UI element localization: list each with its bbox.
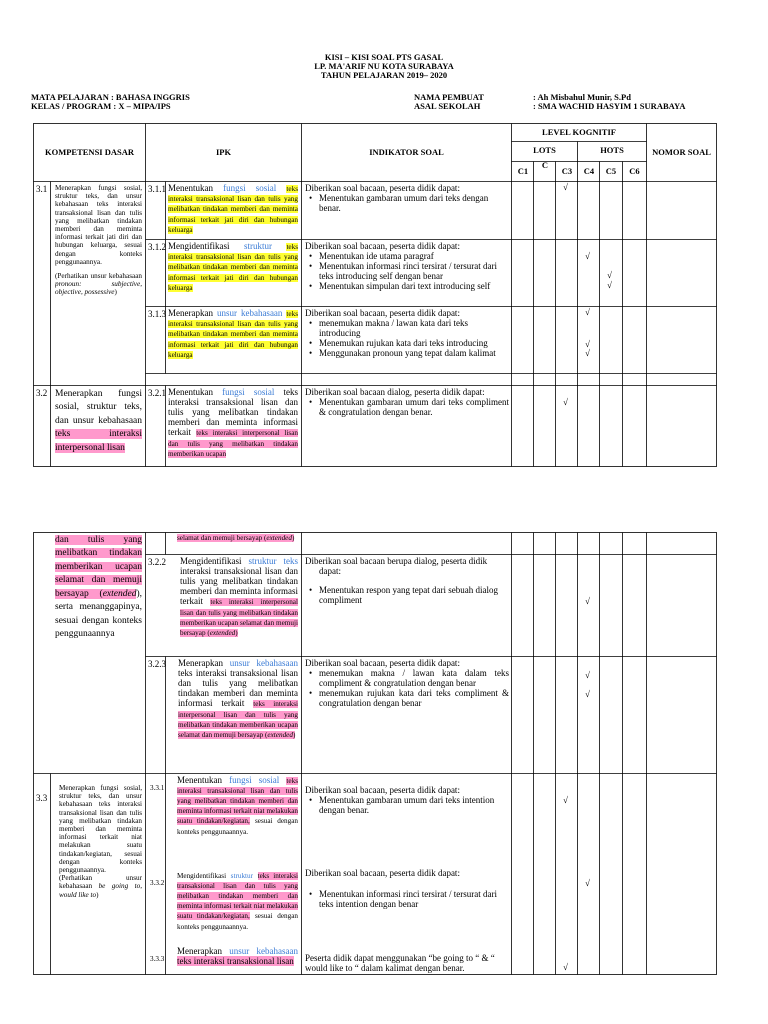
check-3-2-3-b: √	[585, 689, 590, 699]
ind-3-1-2-item-2-text: Menentukan informasi rinci tersirat / tersurat dari teks introducing self dengan benar	[319, 261, 497, 282]
ipk-3-3-2-text	[177, 870, 298, 931]
ind-3-2-3-item-2: • menemukan rujukan kata dari teks compliment & congratulation dengan benar	[309, 688, 509, 709]
ind-3-2-3-item-2-text: menemukan rujukan kata dari teks compliment & congratulation dengan benar	[319, 688, 509, 709]
ipk-3-2-2-text	[180, 556, 298, 637]
ipk-3-2-3-aspect: unsur kebahasaan	[229, 658, 298, 668]
check-3-3-3: √	[563, 962, 568, 972]
author-key: NAMA PEMBUAT	[414, 92, 484, 102]
kd-3-1-note-end: )	[114, 288, 117, 297]
ind-3-1-2-item-1: • Menentukan ide utama paragraf	[309, 251, 434, 262]
col-header-c5: C5	[605, 166, 617, 176]
ind-3-1-2-item-1-text: Menentukan ide utama paragraf	[319, 251, 434, 262]
kd-3-3-note-italic: be going to, would like to	[59, 882, 142, 899]
col-header-level: LEVEL KOGNITIF	[542, 127, 616, 137]
check-3-2-1: √	[563, 397, 568, 407]
ipk-3-2-3-italic: extended	[267, 730, 293, 739]
ipk-3-2-1-aspect: fungsi sosial	[222, 387, 275, 397]
ipk-3-3-2-context: sesuai dengan konteks penggunaannya.	[177, 912, 298, 931]
ipk-3-1-3-text	[168, 308, 298, 359]
kd-3-1-note	[55, 272, 142, 297]
ipk-3-2-1-highlight: teks interaksi interpersonal lisan dan tulis yang melibatkan tindakan memberikan ucapan	[168, 429, 298, 458]
check-3-1-1: √	[563, 182, 568, 192]
ind-3-3-1-item: • Menentukan gambaran umum dari teks intention dengan benar.	[305, 795, 509, 815]
ipk-3-3-1-number: 3.3.1	[150, 784, 165, 792]
ipk-3-2-3-end: )	[292, 730, 296, 739]
ipk-3-2-2-scope: interaksi transaksional lisan dan tulis yang melibatkan tindakan memberi dan meminta informasi terkait	[180, 566, 298, 607]
ind-3-1-1-item-text: Menentukan gambaran umum dari teks dengan benar.	[319, 193, 489, 214]
ipk-3-2-1-cont-italic: extended	[266, 534, 292, 542]
check-3-2-2: √	[585, 596, 590, 606]
ipk-3-1-1-scope: teks interaksi transaksional lisan dan tulis yang melibatkan tindakan memberi dan meminta informasi terkait jati diri dan hubungan keluarga	[168, 185, 298, 234]
author-value: : Ah Misbahul Munir, S.Pd	[533, 92, 631, 102]
kd-3-2-continued	[55, 534, 142, 642]
ipk-3-1-1-verb: Menentukan	[168, 183, 213, 193]
ind-3-3-2-item-text: Menentukan informasi rinci tersirat / tersurat dari teks intention dengan benar	[319, 889, 497, 910]
ipk-3-2-2-highlight: teks interaksi interpersonal lisan dan tulis yang melibatkan tindakan memberikan ucapan selamat dan memuji bersayap (	[180, 598, 298, 637]
kd-3-1-note-italic: pronoun: subjective, objective, possessive	[55, 280, 142, 297]
ind-3-2-2-item-text: Menentukan respon yang tepat dari sebuah dialog compliment	[319, 585, 498, 606]
ipk-3-3-1-text	[177, 775, 298, 836]
check-3-3-2: √	[585, 878, 590, 888]
ipk-3-3-2-scope: teks interaksi transaksional lisan dan tulis yang melibatkan tindakan memberi dan meminta informasi terkait niat melakukan suatu tindakan/kegiatan,	[177, 872, 298, 921]
ind-3-1-3-item-2-text: Menemukan rujukan kata dari teks introducing	[319, 338, 488, 349]
col-header-indikator: INDIKATOR SOAL	[369, 147, 444, 157]
ind-3-1-3-lead: Diberikan soal bacaan, peserta didik dapat:	[305, 308, 460, 318]
ind-3-3-2	[305, 868, 509, 909]
ipk-3-1-3-verb: Menerapkan	[168, 308, 213, 318]
ind-3-2-1-item: • Menentukan gambaran umum dari teks compliment & congratulation dengan benar.	[309, 397, 509, 418]
kd-3-2-body: Menerapkan fungsi sosial, struktur teks, dan unsur kebahasaan	[55, 389, 142, 426]
col-header-nomor: NOMOR SOAL	[652, 147, 711, 157]
kd-3-3-body: Menerapkan fungsi sosial, struktur teks, dan unsur kebahasaan teks interaksi transaksional lisan dan tulis yang melibatkan tindakan memberi dan meminta informasi terkait niat melakukan suatu tindakan/kegiatan, sesuai dengan konteks penggunaannya.	[59, 784, 142, 875]
check-3-3-1: √	[563, 795, 568, 805]
ind-3-3-1-lead: Diberikan soal bacaan, peserta didik dapat:	[305, 785, 460, 795]
ind-3-3-2-lead: Diberikan soal bacaan, peserta didik dapat:	[305, 868, 460, 878]
ind-3-2-3-item-1-text: menemukan makna / lawan kata dalam teks compliment & congratulation dengan benar	[319, 668, 509, 689]
ipk-3-2-3-highlight: teks interaksi interpersonal lisan dan tulis yang melibatkan tindakan memberikan ucapan selamat dan memuji bersayap (	[178, 700, 298, 739]
ipk-3-3-3-scope: teks interaksi transaksional lisan	[177, 956, 294, 967]
ind-3-3-2-item: • Menentukan informasi rinci tersirat / tersurat dari teks intention dengan benar	[305, 889, 509, 909]
ind-3-2-2-item: • Menentukan respon yang tepat dari sebuah dialog compliment	[305, 585, 509, 605]
ind-3-1-3-item-3-text: Menggunakan pronoun yang tepat dalam kalimat	[319, 348, 496, 359]
kd-3-1-number: 3.1	[36, 184, 48, 194]
school-key: ASAL SEKOLAH	[414, 101, 481, 111]
ipk-3-2-3-text	[178, 658, 298, 739]
ipk-3-3-1-verb: Menentukan	[177, 775, 222, 785]
ind-3-1-1-lead: Diberikan soal bacaan, peserta didik dapat:	[305, 183, 460, 193]
ipk-3-2-2-aspect: struktur teks	[248, 556, 298, 566]
check-3-1-2-a: √	[585, 251, 590, 261]
ind-3-2-3-lead: Diberikan soal bacaan, peserta didik dapat:	[305, 658, 460, 668]
ind-3-1-3-item-2: • Menemukan rujukan kata dari teks introducing	[309, 338, 488, 349]
ind-3-2-2	[305, 556, 509, 605]
kd-3-1-text	[55, 184, 142, 297]
ind-3-2-3-item-1: • menemukan makna / lawan kata dalam teks compliment & congratulation dengan benar	[309, 668, 509, 689]
ipk-3-1-3-number: 3.1.3	[148, 309, 166, 319]
ipk-3-3-1-aspect: fungsi sosial	[229, 775, 280, 785]
ipk-3-3-2-number: 3.3.2	[150, 879, 165, 887]
kd-3-3-note	[59, 874, 142, 899]
ind-3-3-1	[305, 785, 509, 815]
kd-3-2-text	[55, 388, 142, 466]
ipk-3-2-1-verb: Menentukan	[168, 387, 213, 397]
ind-3-1-2	[305, 241, 509, 291]
ind-3-2-2-lead: Diberikan soal bacaan berupa dialog, peserta didik dapat:	[305, 556, 488, 577]
ipk-3-3-3-verb: Menerapkan	[177, 946, 222, 956]
ipk-3-1-2-number: 3.1.2	[148, 242, 166, 252]
kd-3-2-cont-a: dan tulis yang melibatkan tindakan memberikan ucapan selamat dan memuji bersayap (	[55, 535, 142, 599]
kd-3-1-body: Menerapkan fungsi sosial, struktur teks, dan unsur kebahasaan teks interaksi transaksional lisan dan tulis yang melibatkan tindakan memberi dan meminta informasi terkait jati diri dan hubungan keluarga, sesuai dengan konteks penggunaannya.	[55, 184, 142, 266]
ipk-3-3-3-number: 3.3.3	[150, 955, 165, 963]
ind-3-1-3-item-3: • Menggunakan pronoun yang tepat dalam kalimat	[309, 348, 496, 359]
ipk-3-1-1-aspect: fungsi sosial	[223, 183, 277, 193]
kd-3-2-number: 3.2	[36, 388, 48, 398]
ind-3-2-1-item-text: Menentukan gambaran umum dari teks compliment & congratulation dengan benar.	[319, 397, 509, 418]
ipk-3-2-2-italic: extended	[209, 628, 236, 637]
kd-3-2-cont-italic: extended	[102, 588, 137, 599]
kd-3-3-number: 3.3	[36, 793, 48, 803]
ipk-3-2-1-number: 3.2.1	[148, 388, 166, 398]
col-header-lots: LOTS	[533, 145, 556, 155]
ipk-3-2-3-scope: teks interaksi transaksional lisan dan tulis yang melibatkan tindakan memberi dan meminta informasi terkait	[178, 668, 298, 709]
ipk-3-2-2-number: 3.2.2	[148, 557, 166, 567]
ipk-3-2-1-text	[168, 387, 298, 466]
check-3-1-3-c: √	[585, 348, 590, 358]
ind-3-1-3	[305, 308, 509, 358]
ind-3-1-3-item-1: • menemukan makna / lawan kata dari teks introducing	[305, 318, 509, 338]
col-header-c1: C1	[517, 166, 529, 176]
ind-3-1-2-item-3: • Menentukan simpulan dari text introducing self	[309, 281, 491, 292]
ind-3-3-1-item-text: Menentukan gambaran umum dari teks intention dengan benar.	[319, 795, 495, 816]
ind-3-1-2-lead: Diberikan soal bacaan, peserta didik dapat:	[305, 241, 460, 251]
ipk-3-1-2-scope: teks interaksi transaksional lisan dan tulis yang melibatkan tindakan memberi dan meminta informasi terkait jati diri dan hubungan keluarga	[168, 243, 298, 292]
check-3-1-3-b: √	[585, 339, 590, 349]
ipk-3-3-2-verb: Mengidentifikasi	[177, 872, 227, 880]
ipk-3-2-1-scope: teks interaksi transaksional lisan dan tulis yang melibatkan tindakan memberi dan meminta informasi terkait	[168, 387, 298, 438]
ind-3-1-1	[305, 183, 509, 213]
kd-3-2-cont-b: ), serta menanggapinya, sesuai dengan konteks penggunaannya	[55, 588, 142, 640]
ind-3-1-2-item-2: • Menentukan informasi rinci tersirat / tersurat dari teks introducing self dengan benar	[305, 261, 509, 281]
ind-3-3-3	[305, 953, 509, 973]
check-3-1-2-b: √	[607, 270, 612, 280]
ipk-3-3-3-aspect: unsur kebahasaan	[229, 946, 298, 956]
ipk-3-2-2-verb: Mengidentifikasi	[180, 556, 242, 566]
col-header-kd: KOMPETENSI DASAR	[44, 147, 135, 157]
class-label: KELAS / PROGRAM : X – MIPA/IPS	[31, 101, 171, 111]
kd-3-3-note-end: )	[96, 890, 99, 899]
doc-title-line3: TAHUN PELAJARAN 2019– 2020	[320, 70, 448, 80]
col-header-c3: C3	[561, 166, 573, 176]
ipk-3-3-1-scope: teks interaksi transaksional lisan dan tulis yang melibatkan tindakan memberi dan meminta informasi terkait niat melakukan suatu tindakan/kegiatan,	[177, 777, 298, 826]
ipk-3-1-2-aspect: struktur	[243, 241, 272, 251]
col-header-c6: C6	[629, 166, 640, 176]
subject-label: MATA PELAJARAN : BAHASA INGGRIS	[31, 92, 190, 102]
ipk-3-1-1-number: 3.1.1	[148, 184, 166, 194]
ipk-3-2-3-number: 3.2.3	[148, 659, 166, 669]
kd-3-1-note-text: (Perhatikan unsur kebahasaan	[55, 272, 142, 281]
col-header-c4: C4	[583, 166, 595, 176]
check-3-2-3-a: √	[585, 670, 590, 680]
check-3-1-2-c: √	[607, 280, 612, 290]
doc-title-line1: KISI – KISI SOAL PTS GASAL	[324, 52, 444, 62]
col-header-hots: HOTS	[600, 145, 624, 155]
ind-3-1-2-item-3-text: Menentukan simpulan dari text introducing self	[319, 281, 491, 292]
ipk-3-2-2-end: )	[235, 628, 238, 637]
ind-3-2-1	[305, 387, 509, 417]
ipk-3-1-2-verb: Mengidentifikasi	[168, 241, 230, 251]
ind-3-1-1-item: • Menentukan gambaran umum dari teks dengan benar.	[305, 193, 509, 213]
school-value: : SMA WACHID HASYIM 1 SURABAYA	[533, 101, 686, 111]
kd-3-3-text	[59, 784, 142, 899]
kd-3-3-note-text: (Perhatikan unsur kebahasaan	[59, 874, 142, 891]
ind-3-2-1-lead: Diberikan soal bacaan dialog, peserta didik dapat:	[305, 387, 485, 397]
check-3-1-3-a: √	[585, 307, 590, 317]
ind-3-1-3-item-1-text: menemukan makna / lawan kata dari teks introducing	[319, 318, 468, 339]
ind-3-2-3	[305, 658, 509, 708]
col-header-ipk: IPK	[215, 147, 232, 157]
ipk-3-2-3-verb: Menerapkan	[178, 658, 223, 668]
ipk-3-1-2-text	[168, 241, 298, 292]
doc-title-line2: LP. MA'ARIF NU KOTA SURABAYA	[314, 61, 454, 71]
ipk-3-2-1-continued	[177, 534, 298, 542]
ipk-3-1-3-scope: teks interaksi transaksional lisan dan tulis yang melibatkan tindakan memberi dan meminta informasi terkait jati diri dan hubungan keluarga	[168, 310, 298, 359]
col-header-c2: C	[541, 160, 549, 170]
ipk-3-1-1-text	[168, 183, 298, 234]
ipk-3-1-3-aspect: unsur kebahasaan	[216, 308, 283, 318]
ipk-3-2-1-cont: selamat dan memuji bersayap (	[177, 534, 267, 542]
ipk-3-3-3-text	[177, 946, 298, 966]
kd-3-2-highlight: teks interaksi interpersonal lisan	[55, 429, 142, 453]
ipk-3-3-2-aspect: struktur	[230, 872, 254, 880]
ipk-3-2-1-cont-end: )	[291, 534, 295, 542]
ipk-3-3-1-context: sesuai dengan konteks penggunaannya.	[177, 817, 298, 836]
ind-3-3-3-text: Peserta didik dapat menggunakan “be going to “ & “ would like to “ dalam kalimat dengan benar.	[305, 953, 495, 974]
